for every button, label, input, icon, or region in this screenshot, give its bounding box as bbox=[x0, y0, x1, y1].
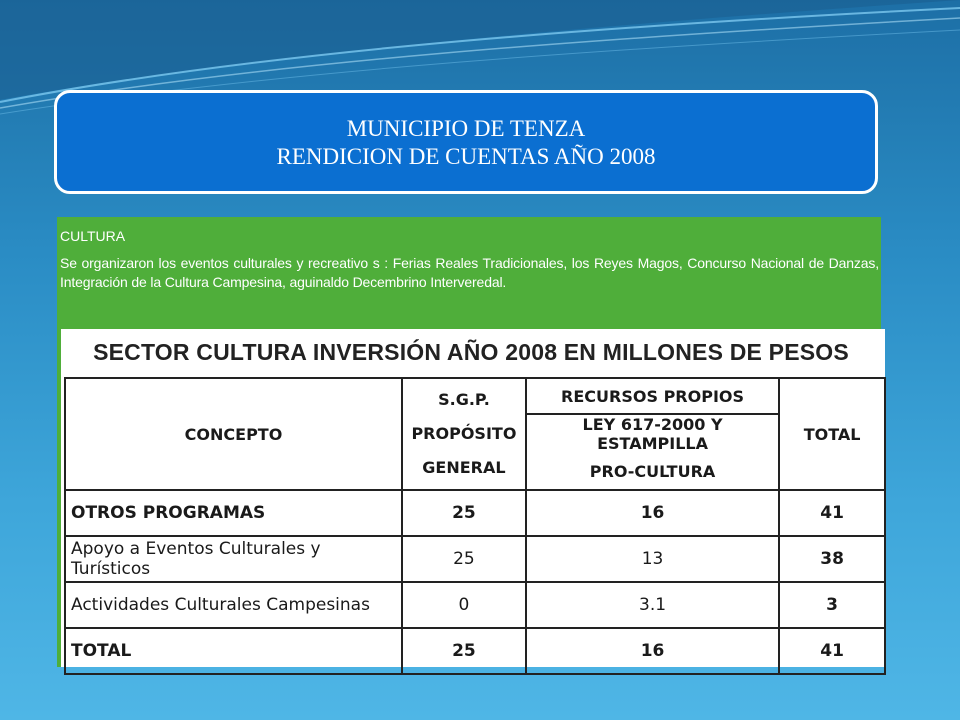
row-concepto: Actividades Culturales Campesinas bbox=[65, 582, 402, 628]
table-row bbox=[65, 536, 885, 582]
investment-table bbox=[64, 377, 886, 675]
table-title: SECTOR CULTURA INVERSIÓN AÑO 2008 EN MILLONES DE PESOS bbox=[93, 339, 849, 365]
title-banner bbox=[54, 90, 878, 194]
row-propios: 16 bbox=[526, 490, 779, 536]
table-row bbox=[65, 582, 885, 628]
row-concepto: OTROS PROGRAMAS bbox=[65, 490, 402, 536]
header-recursos-propios: RECURSOS PROPIOS bbox=[526, 378, 779, 414]
row-propios: 16 bbox=[526, 628, 779, 674]
header-sgp-line-1: S.G.P. bbox=[438, 390, 490, 409]
row-concepto: TOTAL bbox=[65, 628, 402, 674]
title-line-1: MUNICIPIO DE TENZA bbox=[346, 116, 586, 141]
header-pro-cultura: PRO-CULTURA bbox=[526, 453, 779, 490]
row-propios: 3.1 bbox=[526, 582, 779, 628]
row-total: 38 bbox=[779, 536, 885, 582]
row-propios: 13 bbox=[526, 536, 779, 582]
table-row bbox=[65, 490, 885, 536]
culture-panel bbox=[57, 217, 881, 329]
row-sgp: 25 bbox=[402, 628, 526, 674]
row-concepto: Apoyo a Eventos Culturales y Turísticos bbox=[65, 536, 402, 582]
header-ley: LEY 617-2000 Y ESTAMPILLA bbox=[526, 414, 779, 453]
section-label: CULTURA bbox=[60, 228, 126, 244]
header-sgp bbox=[402, 378, 526, 490]
table-row bbox=[65, 628, 885, 674]
section-description: Se organizaron los eventos culturales y recreativo s : Ferias Reales Tradicionales, los Reyes Magos, Concurso Nacional de Danzas, Integración de la Cultura Campesina, aguinaldo Decembrino Interveredal. bbox=[60, 255, 879, 290]
title-line-2: RENDICION DE CUENTAS AÑO 2008 bbox=[276, 144, 656, 169]
row-sgp: 25 bbox=[402, 490, 526, 536]
header-sgp-line-2: PROPÓSITO bbox=[411, 424, 517, 443]
row-total: 3 bbox=[779, 582, 885, 628]
header-total: TOTAL bbox=[779, 378, 885, 490]
row-sgp: 0 bbox=[402, 582, 526, 628]
row-total: 41 bbox=[779, 628, 885, 674]
header-concepto: CONCEPTO bbox=[65, 378, 402, 490]
row-total: 41 bbox=[779, 490, 885, 536]
row-sgp: 25 bbox=[402, 536, 526, 582]
investment-table-area bbox=[57, 329, 885, 667]
header-sgp-line-3: GENERAL bbox=[422, 458, 506, 477]
